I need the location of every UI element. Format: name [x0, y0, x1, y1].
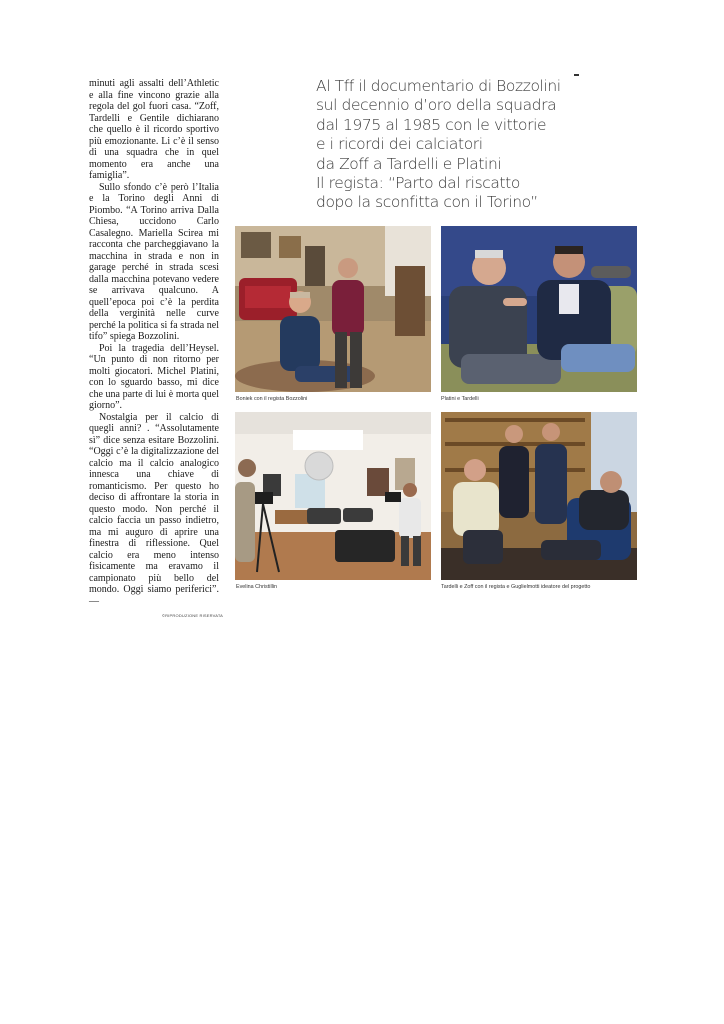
article-column: [89, 78, 219, 607]
article-paragraph-3: Poi la tragedia dell’Heysel. “Un punto di non ritorno per molti giocatori. Michel Platini, con lo sguardo basso, mi dice che una parte di lui è morta quel giorno”.: [89, 342, 219, 411]
article-paragraph-2: Sullo sfondo c’è però l’Italia e la Torino degli Anni di Piombo. “A Torino arriva Dalla Chiesa, uccidono Carlo Casalegno. Mariella Scirea mi racconta che parcheggiavano la macchina in strada e non in garage perché in strada scesi dalla macchina potevano vedere se arrivava qualcuno. A quell’epoca poi c’è la perdita della verginità nelle curve perché la politica si fa strada nel tifo” spiega Bozzolini.: [89, 181, 219, 342]
photo-boniek-bozzolini: [235, 226, 431, 392]
headline-line-1: Al Tff il documentario di Bozzolini: [316, 77, 561, 95]
copyright-notice: ©RIPRODUZIONE RISERVATA: [162, 613, 224, 618]
photo-caption-1: Boniek con il regista Bozzolini: [236, 396, 308, 402]
photo-caption-3: Evelina Christillin: [236, 584, 278, 590]
photo-tardelli-zoff-guglielmotti: [441, 412, 637, 580]
headline-line-5: da Zoff a Tardelli e Platini: [316, 154, 502, 173]
article-paragraph-4: Nostalgia per il calcio di quegli anni? . “Assolutamente sì” dice senza esitare Bozzolini. “Oggi c’è la digitalizzazione del calcio ma il calcio analogico innesca una chiave di romanticismo. Per questo ho deciso di affrontare la storia in questo modo. Non perché il calcio faccia un passo indietro, ma mi auguro di aprire una finestra di riflessione. Quel calcio era meno intenso fisicamente ma eravamo il campionato più bello del mondo. Oggi siamo periferici”. —: [89, 411, 219, 607]
photo-caption-4: Tardelli e Zoff con il regista e Guglielmotti ideatore del progetto: [441, 584, 591, 590]
headline: [316, 77, 616, 213]
headline-line-4: e i ricordi dei calciatori: [316, 135, 483, 154]
photo-platini-tardelli: [441, 226, 637, 392]
headline-line-2: sul decennio d’oro della squadra: [316, 96, 557, 115]
headline-line-6: Il regista: “Parto dal riscatto: [316, 174, 520, 193]
headline-line-3: dal 1975 al 1985 con le vittorie: [316, 115, 547, 134]
photo-evelina-christillin: [235, 412, 431, 580]
photo-caption-2: Platini e Tardelli: [441, 396, 479, 402]
corner-mark: [574, 74, 579, 76]
headline-line-7: dopo la sconfitta con il Torino”: [316, 193, 538, 212]
article-paragraph-1: minuti agli assalti dell’Athletic e alla fine vincono grazie alla regola del gol fuori casa. “Zoff, Tardelli e Gentile dichiarano che quello è il ricordo sportivo più emozionante. Li c’è il senso di una squadra che in quel momento era anche una famiglia”.: [89, 78, 219, 181]
